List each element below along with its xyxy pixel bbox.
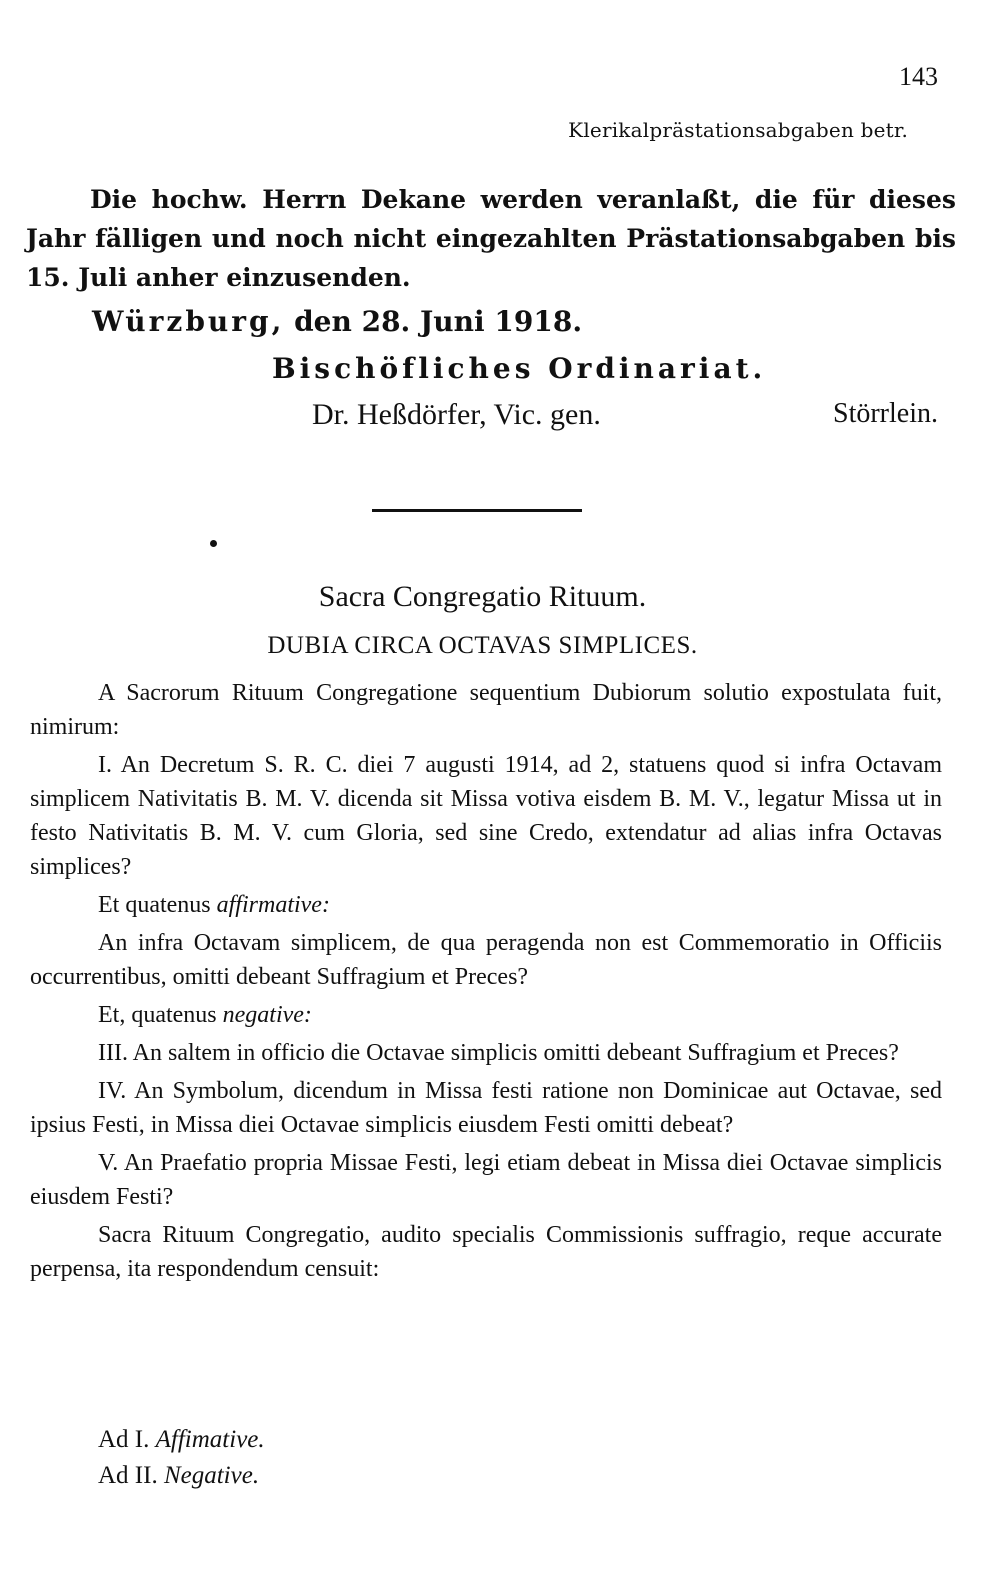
answer-1-value: Affimative.: [155, 1426, 265, 1453]
place-name: Würzburg,: [92, 305, 285, 338]
question-2: An infra Octavam simplicem, de qua peragenda non est Commemoratio in Officiis occurrentibus, omitti debeant Suffragium et Preces?: [30, 930, 942, 990]
resolution-paragraph: Sacra Rituum Congregatio, audito specialis Commissionis suffragio, reque accurate perpensa, ita respondendum censuit:: [30, 1222, 942, 1282]
section-title: Sacra Congregatio Rituum.: [318, 580, 647, 613]
question-4: IV. An Symbolum, dicendum in Missa festi ratione non Dominicae aut Octavae, sed ipsius Festi, in Missa diei Octavae simplicis eiusdem Festi omitti debeat?: [30, 1078, 942, 1138]
question-1: I. An Decretum S. R. C. diei 7 augusti 1914, ad 2, statuens quod si infra Octavam simplicem Nativitatis B. M. V. dicenda sit Missa votiva eisdem B. M. V., legatur Missa ut in festo Nativitatis B. M. V. cum Gloria, sed sine Credo, extendatur ad alias infra Octavas simplices?: [30, 752, 942, 880]
place-date-line: [92, 305, 582, 338]
condition-affirmative-lead: Et quatenus: [98, 892, 211, 918]
condition-negative-lead: Et, quatenus: [98, 1002, 217, 1028]
issuing-office: Bischöfliches Ordinariat.: [272, 352, 767, 385]
answer-2: [98, 1458, 265, 1494]
section-body: [30, 676, 942, 1290]
answer-1-label: Ad I.: [98, 1426, 150, 1453]
section-subtitle: DUBIA CIRCA OCTAVAS SIMPLICES.: [267, 632, 698, 659]
question-3: III. An saltem in officio die Octavae simplicis omitti debeant Suffragium et Preces?: [98, 1040, 899, 1066]
date-text: den 28. Juni 1918.: [294, 305, 583, 338]
section-divider: [372, 509, 582, 512]
answer-2-label: Ad II.: [98, 1462, 158, 1489]
condition-affirmative: [30, 888, 942, 922]
condition-affirmative-word: affirmative:: [216, 892, 330, 918]
signer-vicar-general: Dr. Heßdörfer, Vic. gen.: [312, 398, 601, 431]
question-5: V. An Praefatio propria Missae Festi, legi etiam debeat in Missa diei Octavae simplicis eiusdem Festi?: [30, 1150, 942, 1210]
answers-list: [98, 1422, 265, 1494]
answer-1: [98, 1422, 265, 1458]
running-heading: Klerikalprästationsabgaben betr.: [568, 118, 908, 142]
condition-negative: [30, 998, 942, 1032]
print-speck: [210, 540, 217, 547]
signer-secretary: Störrlein.: [833, 398, 938, 429]
answer-2-value: Negative.: [163, 1462, 260, 1489]
intro-paragraph: A Sacrorum Rituum Congregatione sequentium Dubiorum solutio expostulata fuit, nimirum:: [30, 680, 942, 740]
notice-paragraph: Die hochw. Herrn Dekane werden veranlaßt, die für dieses Jahr fälligen und noch nicht eingezahlten Prästationsabgaben bis 15. Juli anher einzusenden.: [26, 185, 956, 292]
page-number: 143: [899, 62, 938, 91]
condition-negative-word: negative:: [222, 1002, 312, 1028]
